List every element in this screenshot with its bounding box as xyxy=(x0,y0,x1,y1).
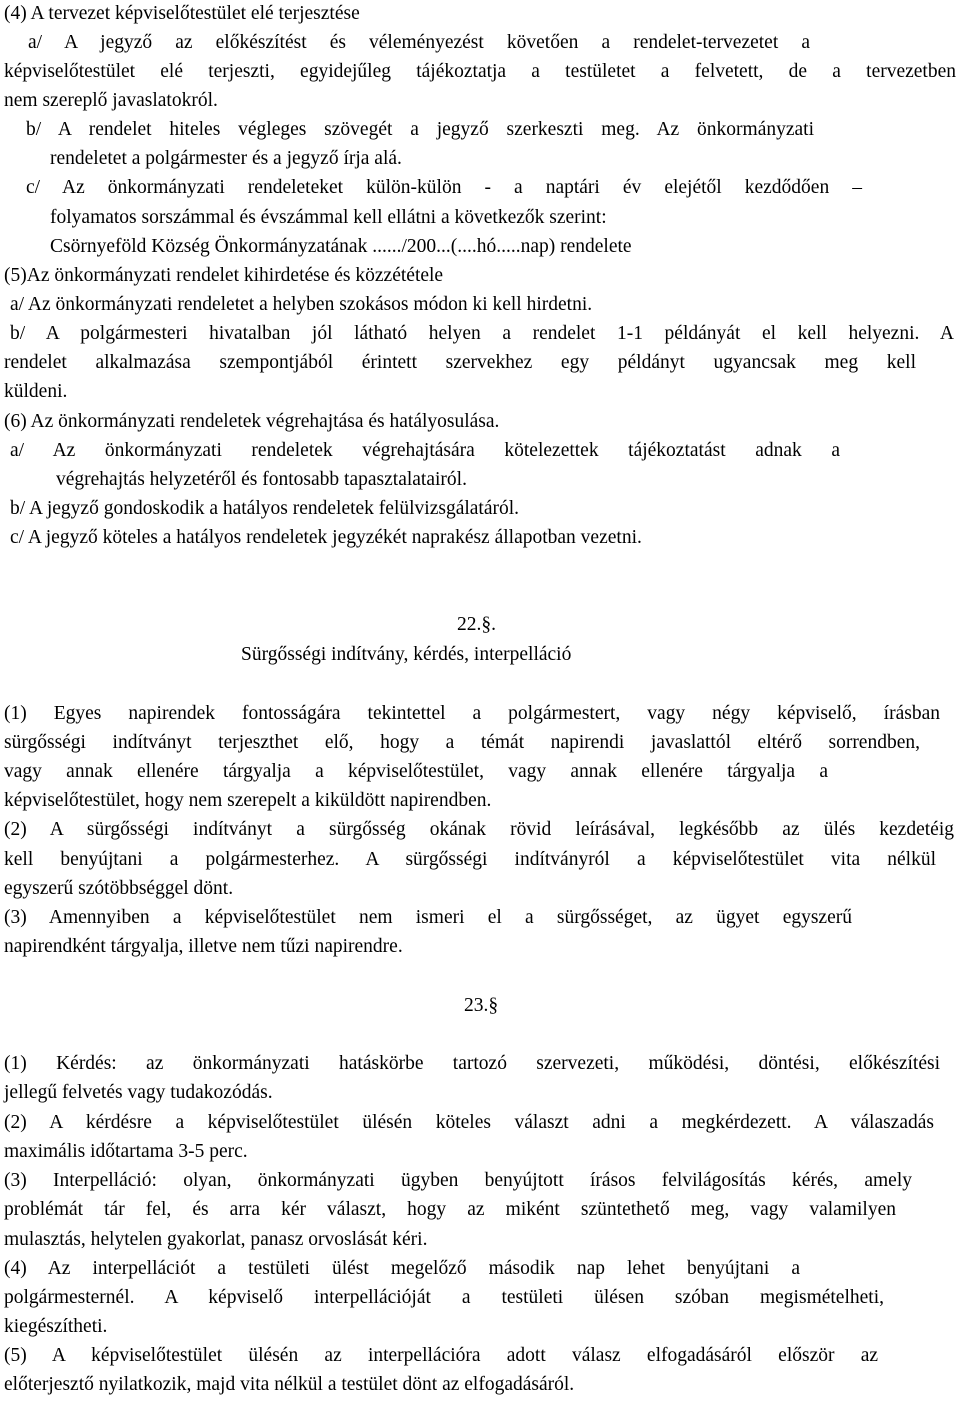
text-line: a/ Az önkormányzati rendeletek végrehajtására kötelezettek tájékoztatást adnak a xyxy=(10,440,840,461)
text-line: c/ A jegyző köteles a hatályos rendeletek jegyzékét naprakész állapotban vezetni. xyxy=(10,527,642,548)
text-line: előterjesztő nyilatkozik, majd vita nélkül a testület dönt az elfogadásáról. xyxy=(4,1374,575,1395)
text-line: vagy annak ellenére tárgyalja a képviselőtestület, vagy annak ellenére tárgyalja a xyxy=(4,761,828,782)
text-line: egyszerű szótöbbséggel dönt. xyxy=(4,878,234,899)
text-line: b/ A jegyző gondoskodik a hatályos rendeletek felülvizsgálatáról. xyxy=(10,498,520,519)
text-line: a/ Az önkormányzati rendeletet a helyben szokásos módon ki kell hirdetni. xyxy=(10,294,593,315)
text-line: végrehajtás helyzetéről és fontosabb tapasztalatairól. xyxy=(56,469,467,490)
text-line: (2) A kérdésre a képviselőtestület ülésén köteles választ adni a megkérdezett. A válaszadás xyxy=(4,1112,934,1133)
section-heading: (6) Az önkormányzati rendeletek végrehajtása és hatályosulása. xyxy=(4,411,500,432)
text-line: c/ Az önkormányzati rendeleteket külön-külön - a naptári év elejétől kezdődően – xyxy=(26,177,862,198)
text-line: képviselőtestület, hogy nem szerepelt a kiküldött napirendben. xyxy=(4,790,492,811)
section-heading: (5)Az önkormányzati rendelet kihirdetése és közzététele xyxy=(4,265,444,286)
text-line: (5) A képviselőtestület ülésén az interpellációra adott válasz elfogadásáról először az xyxy=(4,1345,878,1366)
text-line: polgármesternél. A képviselő interpellációját a testületi ülésen szóban megismételheti, xyxy=(4,1287,884,1308)
text-line: (4) Az interpellációt a testületi ülést megelőző második nap lehet benyújtani a xyxy=(4,1258,800,1279)
section-number: 22.§. xyxy=(457,614,496,635)
text-line: rendelet alkalmazása szempontjából érintett szervekhez egy példányt ugyancsak meg kell xyxy=(4,352,916,373)
text-line: (3) Amennyiben a képviselőtestület nem ismeri el a sürgősséget, az ügyet egyszerű xyxy=(4,907,852,928)
section-title: Sürgősségi indítvány, kérdés, interpelláció xyxy=(241,644,572,665)
text-line: Csörnyeföld Község Önkormányzatának ....../200...(....hó.....nap) rendelete xyxy=(50,236,632,257)
text-line: maximális időtartama 3-5 perc. xyxy=(4,1141,248,1162)
section-number: 23.§ xyxy=(464,995,499,1016)
text-line: (1) Kérdés: az önkormányzati hatáskörbe tartozó szervezeti, működési, döntési, előkészítési xyxy=(4,1053,940,1074)
text-line: b/ A polgármesteri hivatalban jól látható helyen a rendelet 1-1 példányát el kell helyezni. A xyxy=(10,323,954,344)
text-line: képviselőtestület elé terjeszti, egyidejűleg tájékoztatja a testületet a felvetett, de a tervezetben xyxy=(4,61,956,82)
text-line: (4) A tervezet képviselőtestület elé terjesztése xyxy=(4,3,360,24)
text-line: a/ A jegyző az előkészítést és véleményezést követően a rendelet-tervezetet a xyxy=(28,32,810,53)
text-line: b/ A rendelet hiteles végleges szövegét a jegyző szerkeszti meg. Az önkormányzati xyxy=(26,119,814,140)
text-line: kiegészítheti. xyxy=(4,1316,108,1337)
text-line: (3) Interpelláció: olyan, önkormányzati ügyben benyújtott írásos felvilágosítás kérés, amely xyxy=(4,1170,912,1191)
text-line: jellegű felvetés vagy tudakozódás. xyxy=(4,1082,273,1103)
text-line: (1) Egyes napirendek fontosságára tekintettel a polgármestert, vagy négy képviselő, írásban xyxy=(4,703,940,724)
text-line: küldeni. xyxy=(4,381,68,402)
text-line: rendeletet a polgármester és a jegyző írja alá. xyxy=(50,148,402,169)
text-line: sürgősségi indítványt terjeszthet elő, hogy a témát napirendi javaslattól eltérő sorrendben, xyxy=(4,732,920,753)
text-line: problémát tár fel, és arra kér választ, hogy az miként szüntethető meg, vagy valamilyen xyxy=(4,1199,896,1220)
text-line: nem szereplő javaslatokról. xyxy=(4,90,218,111)
text-line: kell benyújtani a polgármesterhez. A sürgősségi indítványról a képviselőtestület vita nélkül xyxy=(4,849,936,870)
text-line: napirendként tárgyalja, illetve nem tűzi napirendre. xyxy=(4,936,403,957)
text-line: (2) A sürgősségi indítványt a sürgősség okának rövid leírásával, legkésőbb az ülés kezdetéig xyxy=(4,819,954,840)
text-line: folyamatos sorszámmal és évszámmal kell ellátni a következők szerint: xyxy=(50,207,607,228)
text-line: mulasztás, helytelen gyakorlat, panasz orvoslását kéri. xyxy=(4,1229,428,1250)
